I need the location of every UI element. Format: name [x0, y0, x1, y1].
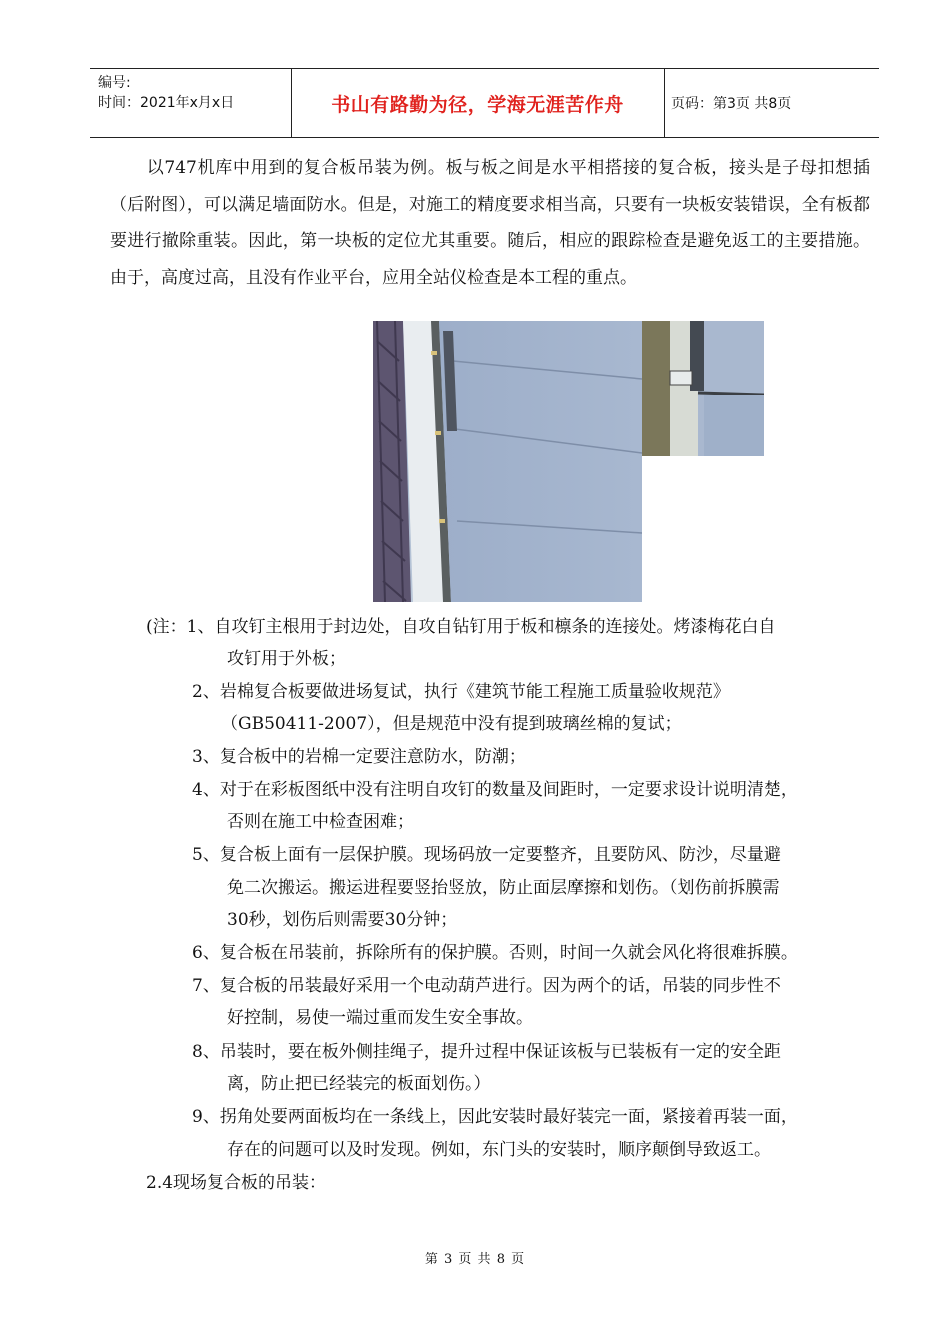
intro-paragraph — [110, 150, 870, 296]
serial-label: 编号: — [98, 75, 131, 91]
note-7: 7、复合板的吊装最好采用一个电动葫芦进行。因为两个的话，吊装的同步性不 — [192, 976, 781, 996]
note-4-continued: 否则在施工中检查困难； — [227, 812, 414, 832]
page-info: 页码：第3页 共8页 — [671, 96, 792, 112]
note-8-continued: 离，防止把已经装完的板面划伤。） — [227, 1074, 491, 1094]
page-footer: 第 3 页 共 8 页 — [424, 1252, 526, 1267]
note-5: 5、复合板上面有一层保护膜。现场码放一定要整齐，且要防风、防沙，尽量避 — [192, 845, 781, 865]
note-9-continued: 存在的问题可以及时发现。例如，东门头的安装时，顺序颠倒导致返工。 — [227, 1140, 771, 1160]
note-2-continued: （GB50411-2007），但是规范中没有提到玻璃丝棉的复试； — [221, 714, 682, 734]
note-6: 6、复合板在吊装前，拆除所有的保护膜。否则，时间一久就会风化将很难拆膜。 — [192, 943, 798, 963]
note-4: 4、对于在彩板图纸中没有注明自攻钉的数量及间距时，一定要求设计说明清楚， — [192, 780, 798, 800]
header-divider — [664, 69, 665, 137]
note-8: 8、吊装时，要在板外侧挂绳子，提升过程中保证该板与已装板有一定的安全距 — [192, 1042, 781, 1062]
header-motto: 书山有路勤为径，学海无涯苦作舟 — [331, 93, 624, 116]
note-5-continued: 免二次搬运。搬运进程要竖抬竖放，防止面层摩擦和划伤。（划伤前拆膜需 — [227, 878, 780, 898]
intro-text: 以747机库中用到的复合板吊装为例。板与板之间是水平相搭接的复合板，接头是子母扣想插（后附图），可以满足墙面防水。但是，对施工的精度要求相当高，只要有一块板安装错误，全有板都要进行撤除重装。因此，第一块板的定位尤其重要。随后，相应的跟踪检查是避免返工的主要措施。由于，高度过高，且没有作业平台，应用全站仪检查是本工程的重点。 — [110, 158, 870, 288]
header-meta — [98, 73, 234, 113]
note-7-continued: 好控制，易使一端过重而发生安全事故。 — [227, 1008, 533, 1028]
note-1-continued: 攻钉用于外板； — [227, 649, 346, 669]
note-2: 2、岩棉复合板要做进场复试，执行《建筑节能工程施工质量验收规范》 — [192, 682, 730, 702]
panel-installation-photo — [373, 321, 642, 602]
note-5-continued: 30秒，划伤后则需要30分钟； — [227, 910, 458, 930]
time-label: 时间：2021年x月x日 — [98, 95, 235, 111]
note-9: 9、拐角处要两面板均在一条线上，因此安装时最好装完一面，紧接着再装一面， — [192, 1107, 798, 1127]
note-1: (注：1、自攻钉主根用于封边处，自攻自钻钉用于板和檩条的连接处。烤漆梅花白自 — [146, 617, 776, 637]
note-3: 3、复合板中的岩棉一定要注意防水，防潮； — [192, 747, 526, 767]
section-heading: 2.4现场复合板的吊装： — [146, 1173, 327, 1193]
page-header — [90, 68, 879, 138]
joint-detail-photo — [642, 321, 764, 456]
